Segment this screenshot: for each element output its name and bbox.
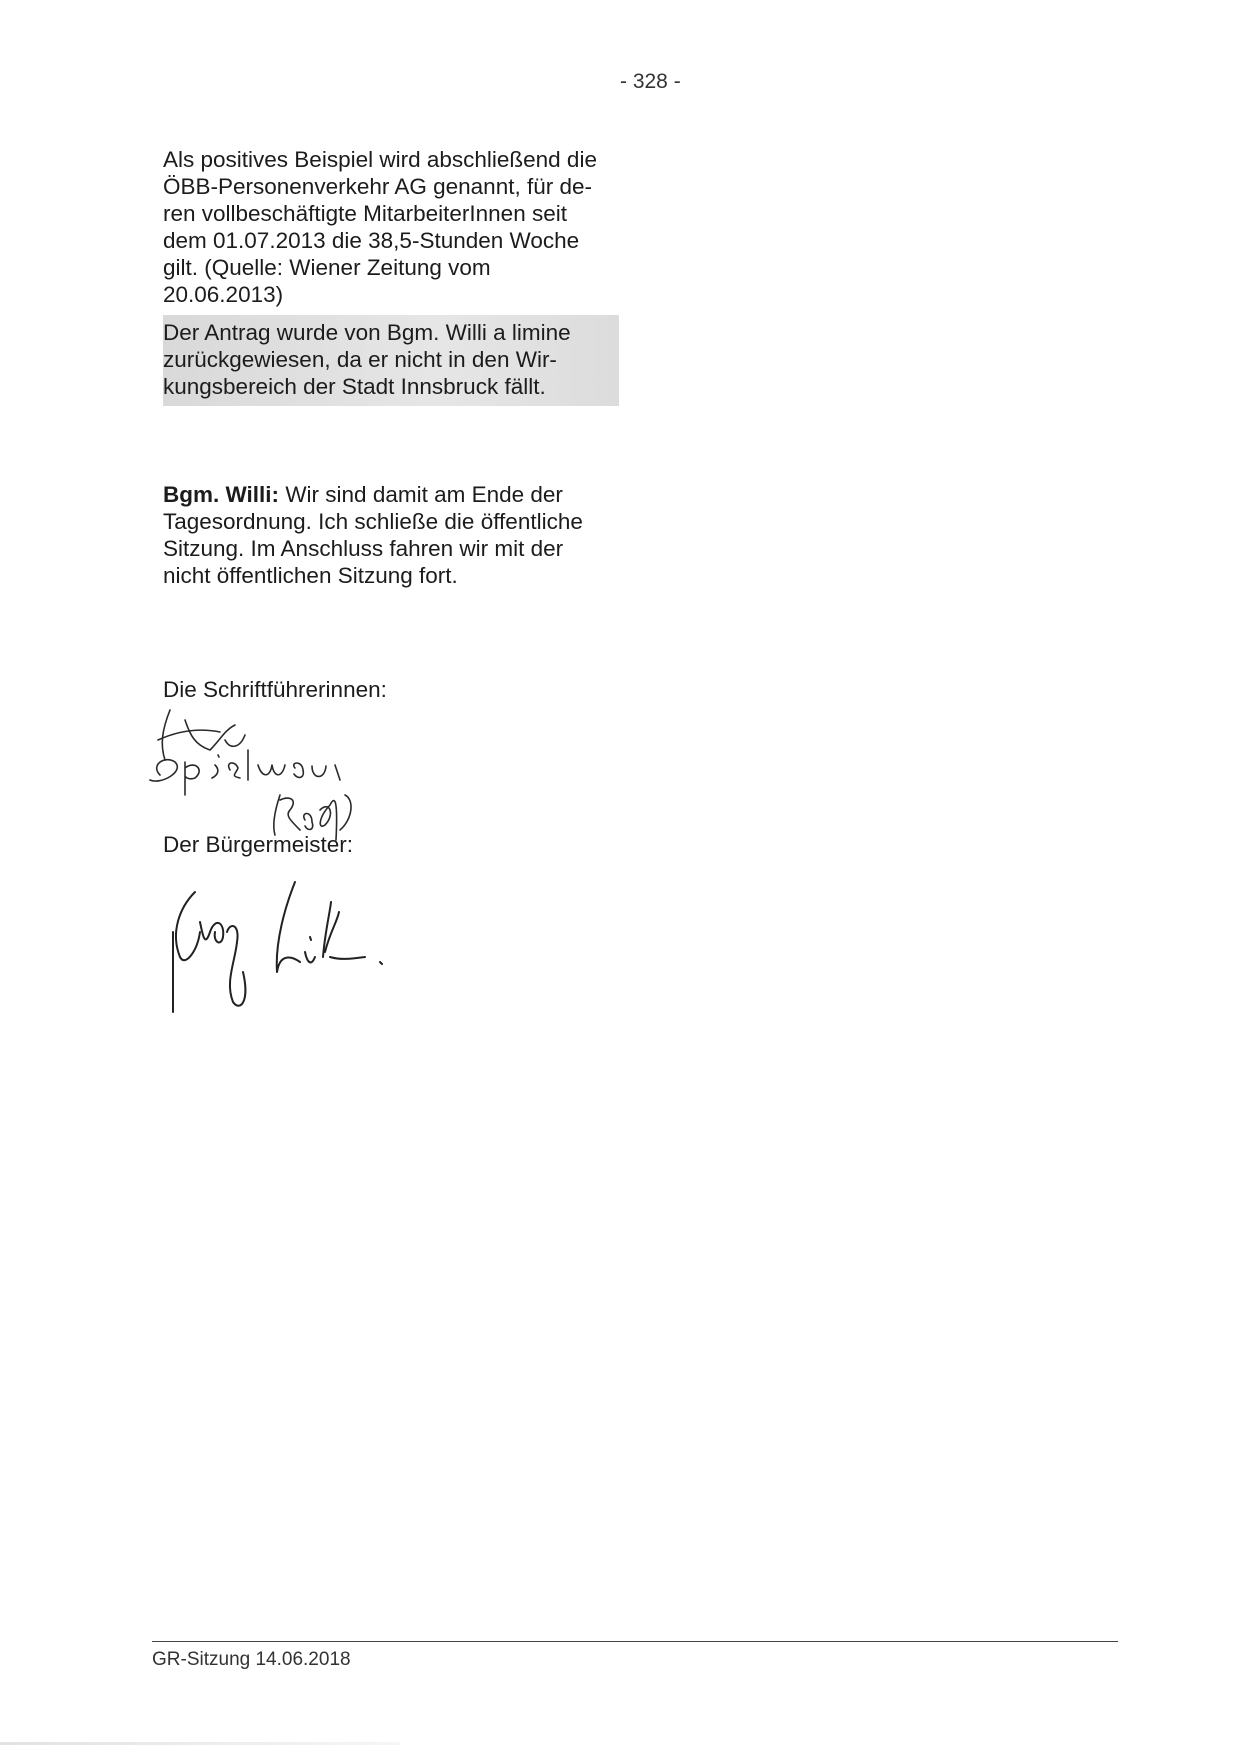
text-line: dem 01.07.2013 die 38,5-Stunden Woche <box>163 228 580 253</box>
text-line: nicht öffentlichen Sitzung fort. <box>163 563 458 588</box>
text-line: 20.06.2013) <box>163 282 284 307</box>
text-line <box>163 481 623 508</box>
closing-text: Wir sind damit am Ende der <box>285 482 563 507</box>
text-line: Der Antrag wurde von Bgm. Willi a limine <box>163 320 571 345</box>
paragraph-decision-highlighted <box>163 315 619 406</box>
paragraph-closing-statement <box>163 481 623 589</box>
footer-divider <box>152 1641 1118 1642</box>
text-line: Tagesordnung. Ich schließe die öffentliche <box>163 509 583 534</box>
mayor-label: Der Bürgermeister: <box>163 832 354 857</box>
text-line: ÖBB-Personenverkehr AG genannt, für de- <box>163 174 592 199</box>
text-line: Sitzung. Im Anschluss fahren wir mit der <box>163 536 564 561</box>
paragraph-example <box>163 146 623 308</box>
text-line: kungsbereich der Stadt Innsbruck fällt. <box>163 374 546 399</box>
text-line: gilt. (Quelle: Wiener Zeitung vom <box>163 255 491 280</box>
speaker-name: Bgm. Willi: <box>163 482 280 507</box>
text-line: Als positives Beispiel wird abschließend die <box>163 147 597 172</box>
scan-edge-shadow <box>0 1742 400 1745</box>
mayor-handwritten-signature <box>155 862 455 1022</box>
writers-label: Die Schriftführerinnen: <box>163 677 387 702</box>
text-line: zurückgewiesen, da er nicht in den Wir- <box>163 347 557 372</box>
text-line: ren vollbeschäftigte MitarbeiterInnen seit <box>163 201 567 226</box>
footer-session-date: GR-Sitzung 14.06.2018 <box>152 1649 351 1670</box>
page-number: - 328 - <box>620 70 681 93</box>
